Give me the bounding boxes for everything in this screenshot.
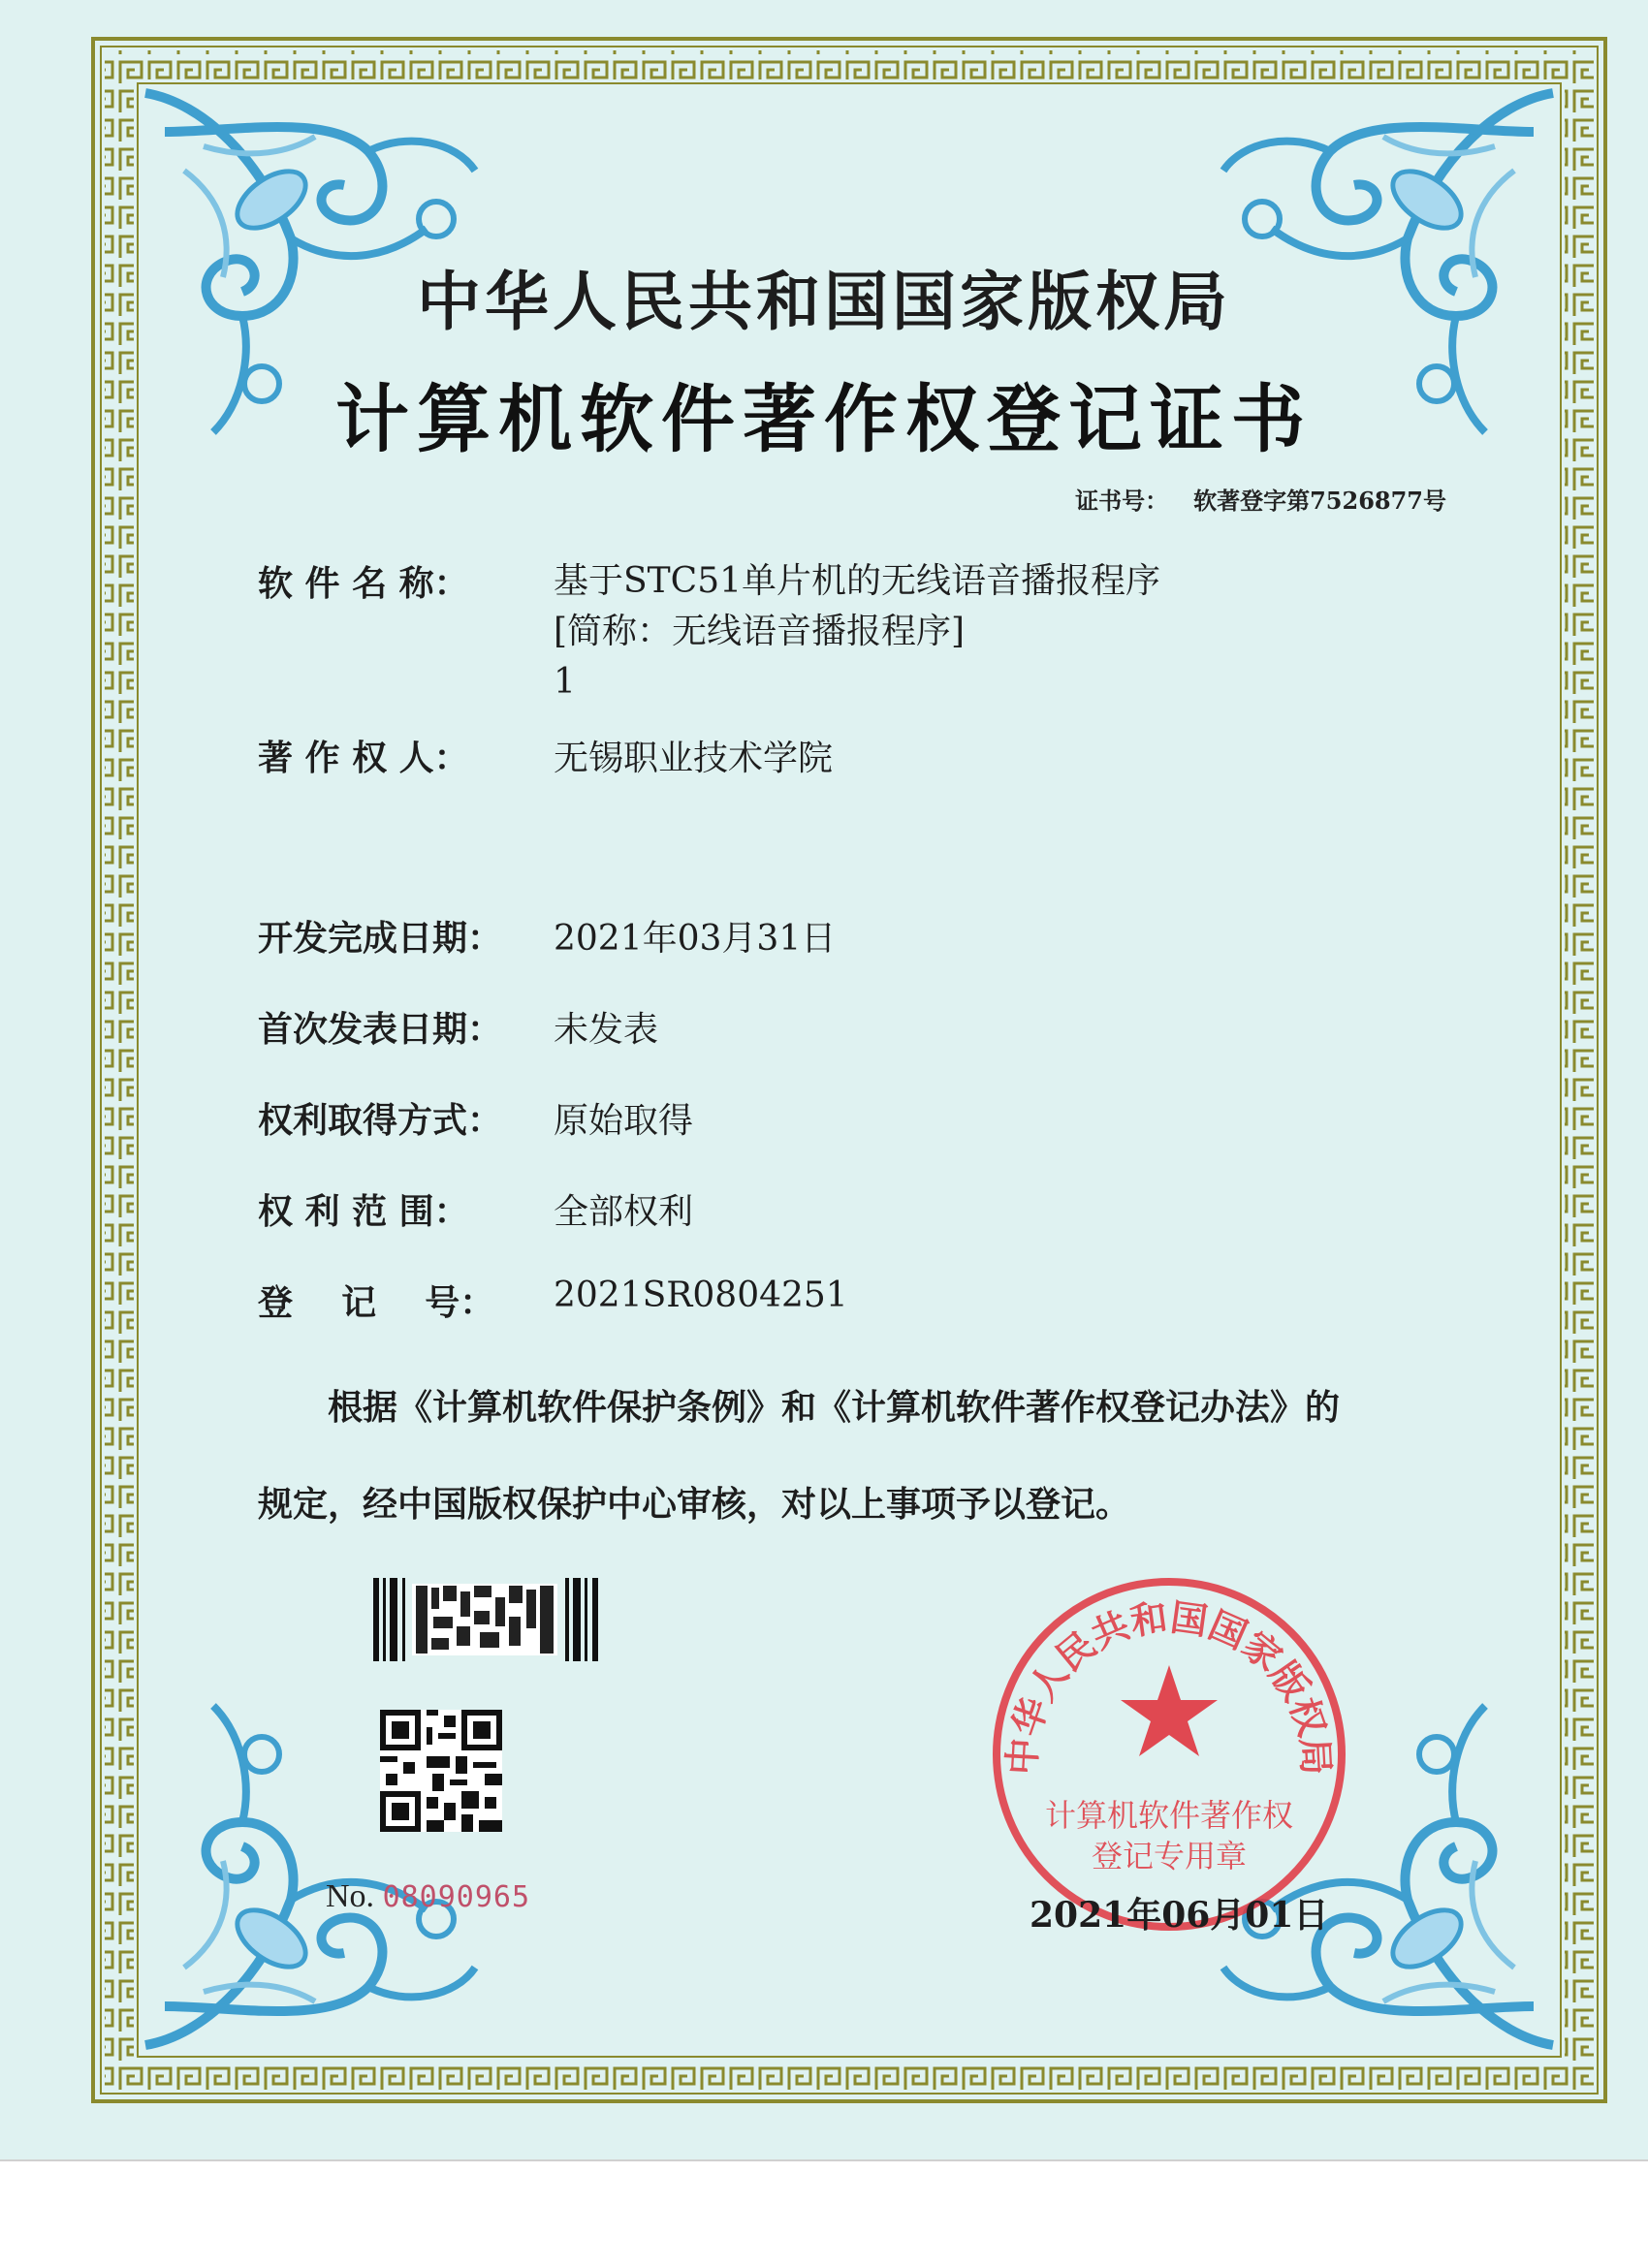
software-name-line: 基于STC51单片机的无线语音播报程序	[554, 561, 1161, 601]
certificate-number-label: 证书号：	[1075, 487, 1169, 515]
field-value: 原始取得	[554, 1101, 694, 1141]
certificate-title: 计算机软件著作权登记证书	[335, 376, 1313, 462]
issuing-authority: 中华人民共和国国家版权局	[417, 264, 1231, 339]
certificate-number-value: 软著登字第7526877号	[1193, 487, 1446, 515]
field-label: 软 件 名 称：	[258, 563, 469, 604]
issue-date: 2021年06月01日	[1030, 1895, 1329, 1936]
official-seal	[987, 1572, 1351, 1937]
field-value: 未发表	[554, 1010, 659, 1050]
field-label: 著 作 权 人：	[258, 738, 469, 778]
field-label: 权 利 范 围：	[258, 1191, 469, 1232]
field-value	[554, 556, 1160, 708]
serial-prefix: No.	[326, 1878, 375, 1914]
field-value: 2021年03月31日	[554, 919, 837, 959]
field-label: 权利取得方式：	[258, 1100, 503, 1141]
software-version: 1	[554, 662, 576, 702]
field-value: 无锡职业技术学院	[554, 739, 834, 778]
seal-star-icon	[1121, 1665, 1218, 1756]
field-software-name	[258, 556, 1161, 702]
seal-outer-text: 中华人民共和国国家版权局	[999, 1594, 1339, 1777]
field-completion-date	[258, 911, 837, 961]
qr-code	[380, 1710, 502, 1832]
field-value: 全部权利	[554, 1192, 694, 1232]
field-acquisition	[258, 1093, 694, 1143]
serial-number	[326, 1878, 530, 1915]
certificate-number	[1075, 482, 1446, 516]
seal-inner-line-2: 登记专用章	[1091, 1838, 1248, 1874]
field-label: 登 记 号：	[258, 1282, 495, 1323]
statement-line-1: 根据《计算机软件保护条例》和《计算机软件著作权登记办法》的	[328, 1387, 1341, 1428]
field-publication-date	[258, 1002, 659, 1052]
field-label: 首次发表日期：	[258, 1009, 503, 1050]
field-value: 2021SR0804251	[554, 1276, 848, 1315]
software-short-name: [简称：无线语音播报程序]	[554, 612, 966, 651]
field-owner	[258, 731, 834, 780]
seal-inner-line-1: 计算机软件著作权	[1044, 1797, 1294, 1834]
field-registration-no	[258, 1276, 848, 1325]
statement-line-2: 规定，经中国版权保护中心审核，对以上事项予以登记。	[258, 1484, 1131, 1525]
field-scope	[258, 1184, 694, 1234]
field-label: 开发完成日期：	[258, 918, 503, 959]
serial-value: 08090965	[382, 1880, 531, 1914]
barcode	[373, 1578, 602, 1661]
